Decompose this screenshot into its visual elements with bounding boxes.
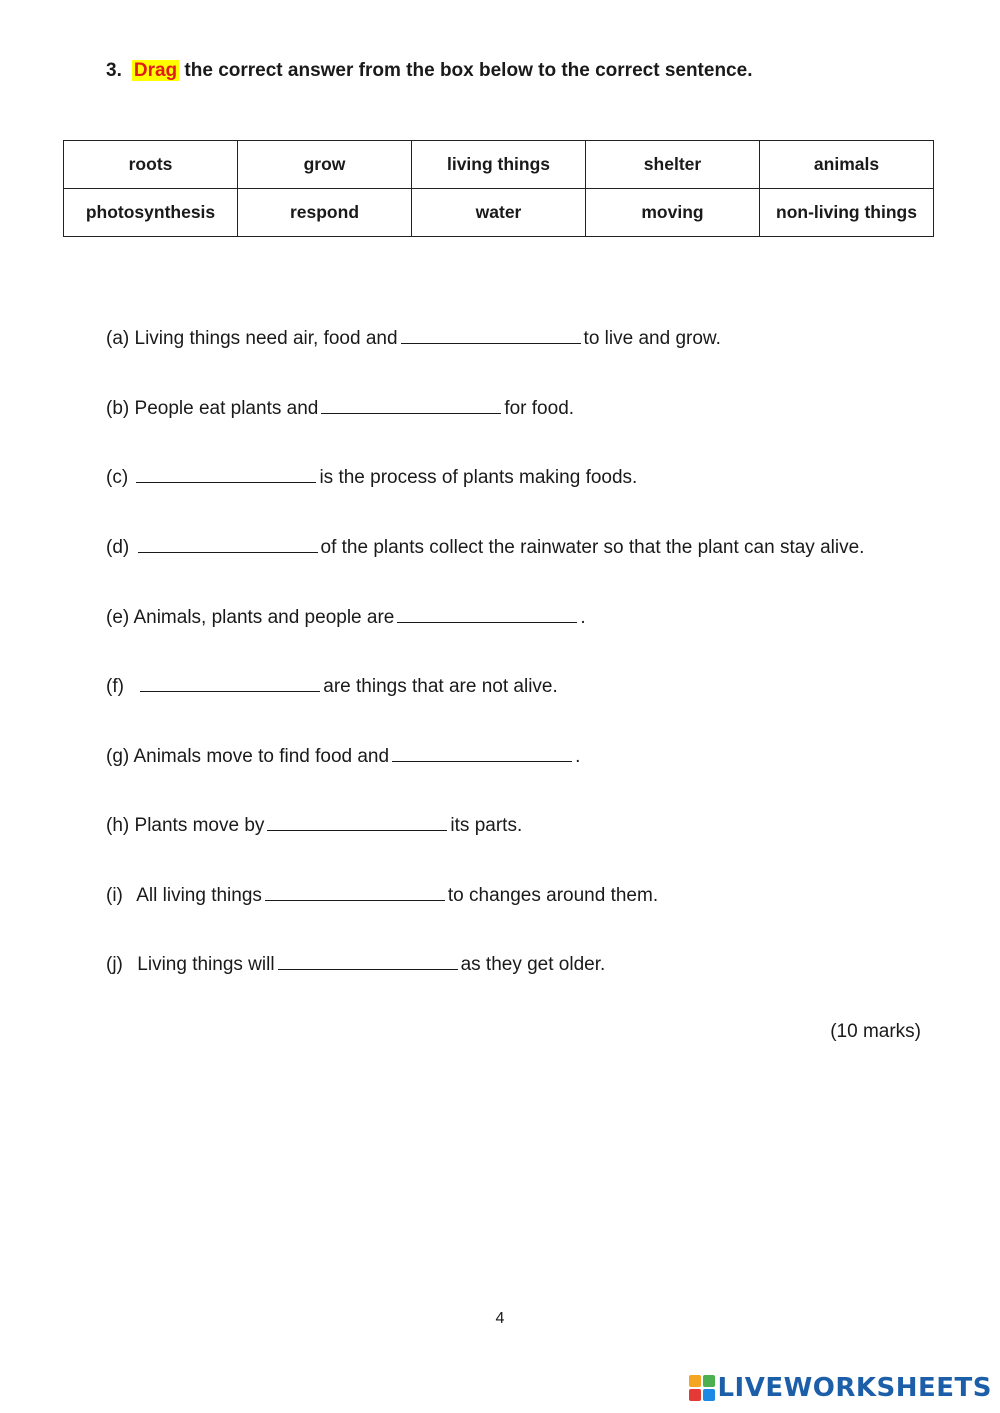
brand-name: LIVEWORKSHEETS [717,1373,992,1403]
word-option[interactable]: photosynthesis [64,189,238,237]
liveworksheets-logo [689,1373,992,1403]
answer-blank[interactable] [140,673,320,692]
word-option[interactable]: non-living things [760,189,934,237]
answer-blank[interactable] [267,812,447,831]
answer-blank[interactable] [321,395,501,414]
sentence-before: Plants move by [134,815,265,836]
drag-highlight: Drag [133,60,178,81]
word-option[interactable]: animals [760,141,934,189]
sentence-after: are things that are not alive. [323,676,558,697]
word-option[interactable]: moving [586,189,760,237]
sentence-after: to changes around them. [447,885,659,906]
answer-blank[interactable] [265,882,445,901]
sentence-after: to live and grow. [583,328,721,349]
question-number: 3. [106,60,122,81]
sentence-after: is the process of plants making foods. [319,467,638,488]
sentence-label: (i) [106,885,123,906]
sentence-label: (c) [106,467,129,488]
sentence-after: for food. [504,398,575,419]
liveworksheets-logo-icon [689,1375,715,1401]
sentence-label: (h) [106,815,130,836]
sentence-label: (f) [106,676,124,697]
word-option[interactable]: grow [238,141,412,189]
sentence-g [106,743,580,768]
sentence-before: Animals, plants and people are [133,607,395,628]
page-number: 4 [495,1310,505,1327]
sentence-after: . [580,607,586,628]
sentence-label: (b) [106,398,130,419]
answer-blank[interactable] [392,743,572,762]
sentence-after: . [575,746,581,767]
word-option[interactable]: water [412,189,586,237]
sentence-f [106,673,558,698]
word-bank-row [64,141,934,189]
sentence-label: (g) [106,746,130,767]
instruction-text: the correct answer from the box below to the correct sentence. [179,60,753,81]
sentence-label: (j) [106,954,123,975]
word-option[interactable]: roots [64,141,238,189]
word-bank-row [64,189,934,237]
sentence-after: its parts. [450,815,523,836]
word-bank [63,140,934,237]
answer-blank[interactable] [278,951,458,970]
sentence-before: Animals move to find food and [133,746,390,767]
word-option[interactable]: living things [412,141,586,189]
sentence-label: (d) [106,537,130,558]
sentence-b [106,395,574,420]
sentence-e [106,604,586,629]
sentence-after: of the plants collect the rainwater so that the plant can stay alive. [320,537,865,558]
answer-blank[interactable] [401,325,581,344]
answer-blank[interactable] [136,464,316,483]
sentence-i [106,882,658,907]
sentence-before: People eat plants and [134,398,319,419]
sentence-before: Living things will [137,954,275,975]
word-option[interactable]: respond [238,189,412,237]
sentence-after: as they get older. [460,954,606,975]
sentence-label: (a) [106,328,130,349]
answer-blank[interactable] [138,534,318,553]
total-marks: (10 marks) [830,1021,921,1042]
sentence-c [106,464,637,489]
instruction [106,60,752,82]
sentence-before: All living things [136,885,262,906]
answer-blank[interactable] [397,604,577,623]
sentence-d [106,534,864,559]
sentence-j [106,951,605,976]
sentence-h [106,812,522,837]
word-option[interactable]: shelter [586,141,760,189]
sentence-label: (e) [106,607,130,628]
sentence-a [106,325,721,350]
sentence-before: Living things need air, food and [134,328,398,349]
